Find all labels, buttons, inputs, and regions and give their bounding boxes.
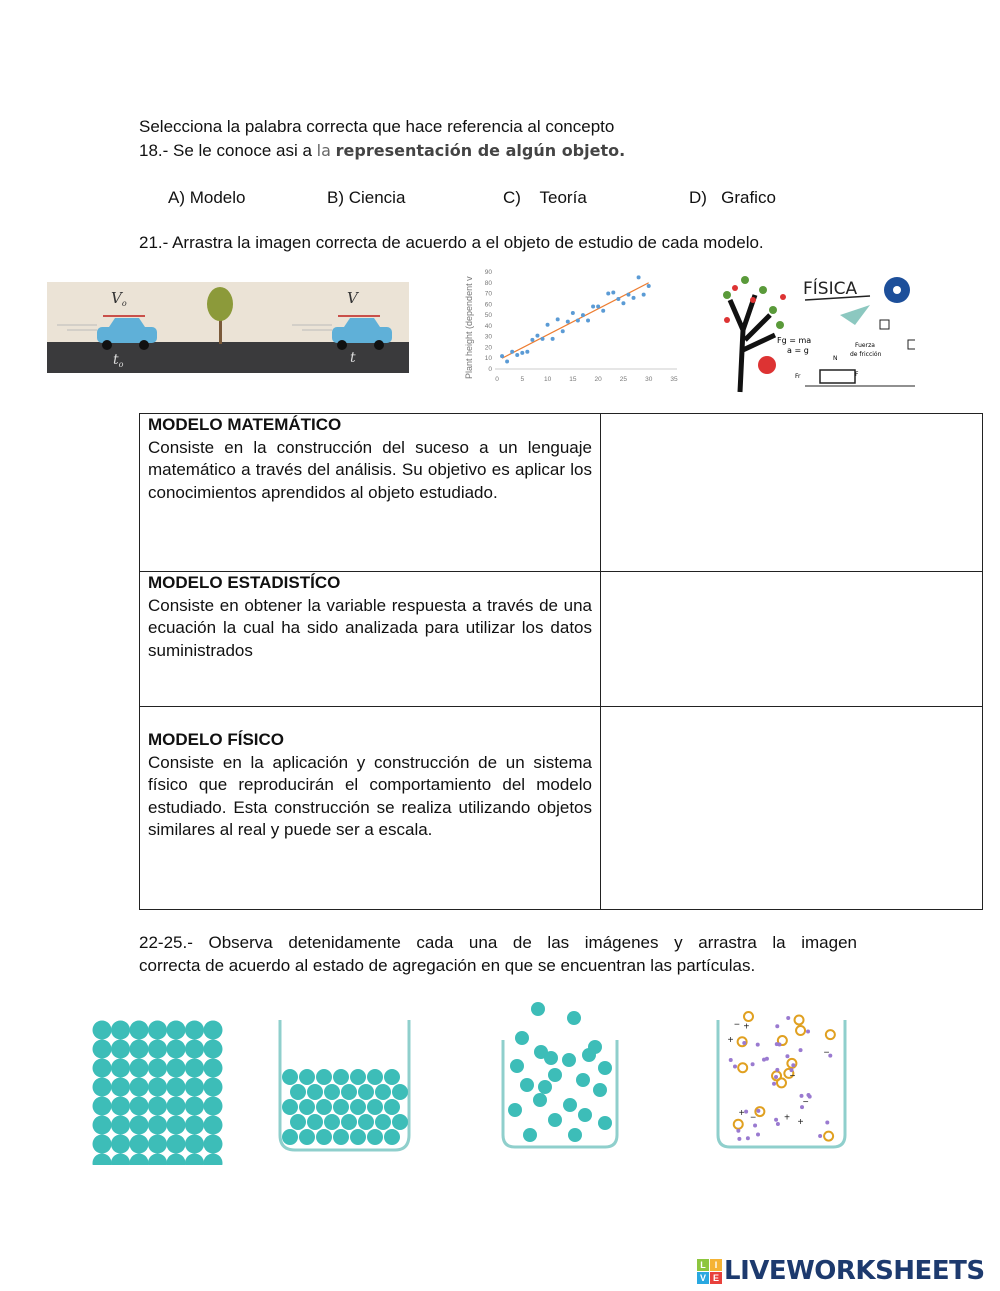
y-tick-label: 90 [484,269,492,276]
ion [796,1026,805,1035]
electron [776,1122,780,1126]
electron [744,1110,748,1114]
electron [762,1058,766,1062]
ion [738,1063,747,1072]
electron [775,1068,779,1072]
particle [185,1021,204,1040]
electron [733,1065,737,1069]
ion [826,1030,835,1039]
y-tick-label: 40 [484,322,492,330]
particle [531,1002,545,1016]
data-point [606,292,610,296]
particle [563,1098,577,1112]
particle [167,1040,186,1059]
logo-letter: V [697,1272,709,1284]
particle [93,1040,112,1059]
logo-letter: E [710,1272,722,1284]
charge-sign: + [727,1034,734,1046]
electron [756,1133,760,1137]
y-tick-label: 10 [484,355,492,363]
particle [185,1135,204,1154]
electron [774,1118,778,1122]
particle [282,1099,298,1115]
charge-sign: − [789,1070,796,1082]
model-title: MODELO MATEMÁTICO [148,415,342,434]
particle [358,1114,374,1130]
data-point [571,311,575,315]
particle [341,1114,357,1130]
x-tick-label: 15 [569,376,577,383]
particle [350,1099,366,1115]
x-tick-label: 5 [520,376,525,383]
particle [93,1154,112,1166]
y-tick-label: 30 [484,333,492,341]
electron [825,1121,829,1125]
data-point [535,334,539,338]
table-row [140,572,983,707]
data-point [515,353,519,357]
model-body: Consiste en la aplicación y construcción de un sistema físico que reproducirán el comportamiento del modelo estudiado. Esta construcción se realiza utilizando objetos similares al real y puede ser a escala. [148,752,592,839]
data-point [632,296,636,300]
charge-sign: + [738,1108,745,1120]
x-tick-label: 30 [645,376,653,383]
data-point [556,317,560,321]
particle [350,1069,366,1085]
particle [367,1069,383,1085]
particle [93,1078,112,1097]
option-a[interactable]: A) Modelo [168,188,246,207]
particle [567,1011,581,1025]
particle [148,1135,167,1154]
particle [185,1116,204,1135]
data-point [505,359,509,363]
particle [598,1061,612,1075]
data-point [546,323,550,327]
y-tick-label: 70 [484,290,492,298]
particle [520,1078,534,1092]
particle [185,1040,204,1059]
particle [111,1154,130,1166]
ion [744,1012,753,1021]
particle [111,1078,130,1097]
question-18 [139,140,625,162]
x-tick-label: 0 [495,376,499,383]
particle [167,1059,186,1078]
particle [204,1116,223,1135]
particle [185,1154,204,1166]
question-21: 21.- Arrastra la imagen correcta de acuerdo a el objeto de estudio de cada modelo. [139,233,764,252]
particle [299,1069,315,1085]
particle [375,1084,391,1100]
particle [523,1128,537,1142]
particle [578,1108,592,1122]
data-point [581,313,585,317]
charge-sign: − [802,1097,809,1109]
x-tick-label: 20 [594,376,602,383]
particle [333,1129,349,1145]
particle [568,1128,582,1142]
particle [185,1097,204,1116]
q18-la: la [316,141,331,160]
particle [204,1154,223,1166]
electron [791,1063,795,1067]
data-point [510,350,514,354]
particle [148,1116,167,1135]
particle [167,1097,186,1116]
x-tick-label: 35 [670,376,678,383]
data-point [566,320,570,324]
particle [130,1097,149,1116]
particle [582,1048,596,1062]
particle [367,1129,383,1145]
data-point [500,354,504,358]
table-row [140,707,983,910]
electron [756,1043,760,1047]
table-row [140,414,983,572]
drop-zone-estadistico[interactable] [601,572,983,707]
particle [299,1129,315,1145]
gas-particles-image[interactable] [503,1002,617,1147]
model-body: Consiste en la construcción del suceso a un lenguaje matemático a través del análisis. Su objetivo es aplicar los conocimientos aprendidos al objeto estudiado. [148,437,592,502]
charge-sign: − [823,1047,830,1059]
option-c[interactable]: C) Teoría [503,188,587,207]
particle [576,1073,590,1087]
electron [772,1082,776,1086]
option-b[interactable]: B) Ciencia [327,188,406,207]
data-point [586,319,590,323]
y-tick-label: 20 [484,344,492,352]
particle [350,1129,366,1145]
data-point [596,304,600,308]
data-point [561,329,565,333]
particle [130,1059,149,1078]
fr-label: Fr [795,373,801,380]
charge-sign: + [784,1112,790,1124]
data-point [541,337,545,341]
electron [799,1048,803,1052]
particle [148,1097,167,1116]
particle [204,1040,223,1059]
data-point [621,301,625,305]
particle [299,1099,315,1115]
particle [358,1084,374,1100]
electron [775,1024,779,1028]
t0-sub: o [118,360,124,369]
model-title: MODELO ESTADISTÍCO [148,573,341,592]
data-point [601,309,605,313]
particle [167,1116,186,1135]
drop-zone-matematico[interactable] [601,414,983,572]
particle [204,1021,223,1040]
data-point [576,319,580,323]
ion [795,1015,804,1024]
physics-title: FÍSICA [803,279,858,299]
data-point [616,297,620,301]
v-label: V [347,289,358,307]
particle [562,1053,576,1067]
particle [130,1154,149,1166]
car-motion-image[interactable] [47,282,409,373]
particle [392,1084,408,1100]
particle [93,1097,112,1116]
particle [282,1129,298,1145]
particle [111,1135,130,1154]
model-title: MODELO FÍSICO [148,730,284,749]
ion [734,1120,743,1129]
friction-label-2: de fricción [850,351,882,358]
particle [111,1059,130,1078]
ion [824,1132,833,1141]
x-tick-label: 10 [543,376,552,383]
electron [785,1054,789,1058]
liquid-particles-image[interactable] [280,1020,409,1150]
t-label: t [350,350,356,366]
particle [384,1099,400,1115]
particle [593,1083,607,1097]
particle [167,1078,186,1097]
particle [384,1069,400,1085]
data-point [520,351,524,355]
particle [384,1129,400,1145]
particle [367,1099,383,1115]
electron [786,1016,790,1020]
t0-label: t [113,352,119,368]
friction-label-1: Fuerza [855,342,875,349]
charge-sign: − [750,1112,757,1124]
physics-eq2: a = g [787,346,809,355]
particle [130,1021,149,1040]
data-point [647,284,651,288]
particle [204,1078,223,1097]
particle [392,1114,408,1130]
particle [307,1114,323,1130]
plasma-particles-image[interactable] [718,1012,845,1147]
model-description-cell [140,414,601,572]
particle [324,1084,340,1100]
particle [290,1084,306,1100]
particle [544,1051,558,1065]
states-of-matter-images [85,995,865,1165]
q18-prefix: 18.- Se le conoce asi a [139,141,317,160]
particle [204,1135,223,1154]
electron [736,1129,740,1133]
question-22-line1: 22-25.- Observa detenidamente cada una de las imágenes y arrastra la imagen [139,933,857,952]
physics-image[interactable] [715,270,915,396]
electron [737,1137,741,1141]
y-tick-label: 80 [484,279,492,287]
x-tick-label: 25 [619,376,628,383]
particle [93,1059,112,1078]
particle [148,1021,167,1040]
electron [777,1043,781,1047]
question-22-line2: correcta de acuerdo al estado de agregación en que se encuentran las partículas. [139,956,756,975]
data-point [637,275,641,279]
particle [538,1080,552,1094]
particle [130,1116,149,1135]
particle [510,1059,524,1073]
drop-zone-fisico[interactable] [601,707,983,910]
particle [508,1103,522,1117]
electron [818,1134,822,1138]
charge-sign: + [743,1021,750,1033]
particle [148,1154,167,1166]
electron [742,1041,746,1045]
particle [93,1116,112,1135]
electron [753,1124,757,1128]
particle [333,1099,349,1115]
particle [93,1021,112,1040]
particle [290,1114,306,1130]
logo-cube-icon [697,1259,722,1284]
model-description-cell [140,572,601,707]
particle [533,1093,547,1107]
particle [375,1114,391,1130]
data-point [626,293,630,297]
particle [111,1021,130,1040]
particle [167,1135,186,1154]
particle [167,1021,186,1040]
v0-sub: o [121,299,127,308]
particle [185,1078,204,1097]
particle [130,1078,149,1097]
y-tick-label: 50 [484,312,492,320]
particle [316,1129,332,1145]
electron [806,1029,810,1033]
particle [515,1031,529,1045]
instruction-text: Selecciona la palabra correcta que hace referencia al concepto [139,117,615,136]
charge-sign: − [733,1019,740,1031]
charge-sign: + [797,1117,804,1129]
normal-label: N [833,355,838,362]
particle [111,1097,130,1116]
particle [548,1068,562,1082]
logo-letter: L [697,1259,709,1271]
models-table [139,413,983,910]
electron [756,1109,760,1113]
particle [316,1099,332,1115]
data-point [530,338,534,342]
electron [774,1075,778,1079]
logo-letter: I [710,1259,722,1271]
physics-eq1: Fg = ma [777,336,812,345]
data-point [591,304,595,308]
y-tick-label: 60 [484,301,492,309]
particle [282,1069,298,1085]
particle [130,1135,149,1154]
electron [746,1136,750,1140]
data-point [551,337,555,341]
particle [204,1097,223,1116]
data-point [525,350,529,354]
v0-label: V [111,289,122,307]
scatter-plot-image[interactable] [462,264,682,386]
q18-term: representación de algún objeto. [335,141,626,160]
particle [111,1040,130,1059]
particle [130,1040,149,1059]
model-description-cell [140,707,601,910]
option-d[interactable]: D) Grafico [689,188,776,207]
particle [307,1084,323,1100]
particle [148,1078,167,1097]
scatter-ylabel: Plant height (dependent v [464,276,474,379]
particle [341,1084,357,1100]
particle [333,1069,349,1085]
liveworksheets-logo [697,1256,985,1286]
particle [148,1040,167,1059]
logo-text: LIVEWORKSHEETS [724,1256,985,1286]
particle [316,1069,332,1085]
particle [93,1135,112,1154]
particle [148,1059,167,1078]
particle [167,1154,186,1166]
particle [598,1116,612,1130]
data-point [611,290,615,294]
f-label: F [855,371,859,378]
data-point [642,293,646,297]
electron [729,1058,733,1062]
particle [185,1059,204,1078]
model-body: Consiste en obtener la variable respuesta a través de una ecuación la cual ha sido analizada para utilizar los datos suministrados [148,595,592,660]
y-tick-label: 0 [488,366,492,373]
particle [324,1114,340,1130]
particle [204,1059,223,1078]
particle [111,1116,130,1135]
solid-particles-image[interactable] [93,1021,223,1166]
electron [751,1062,755,1066]
particle [548,1113,562,1127]
